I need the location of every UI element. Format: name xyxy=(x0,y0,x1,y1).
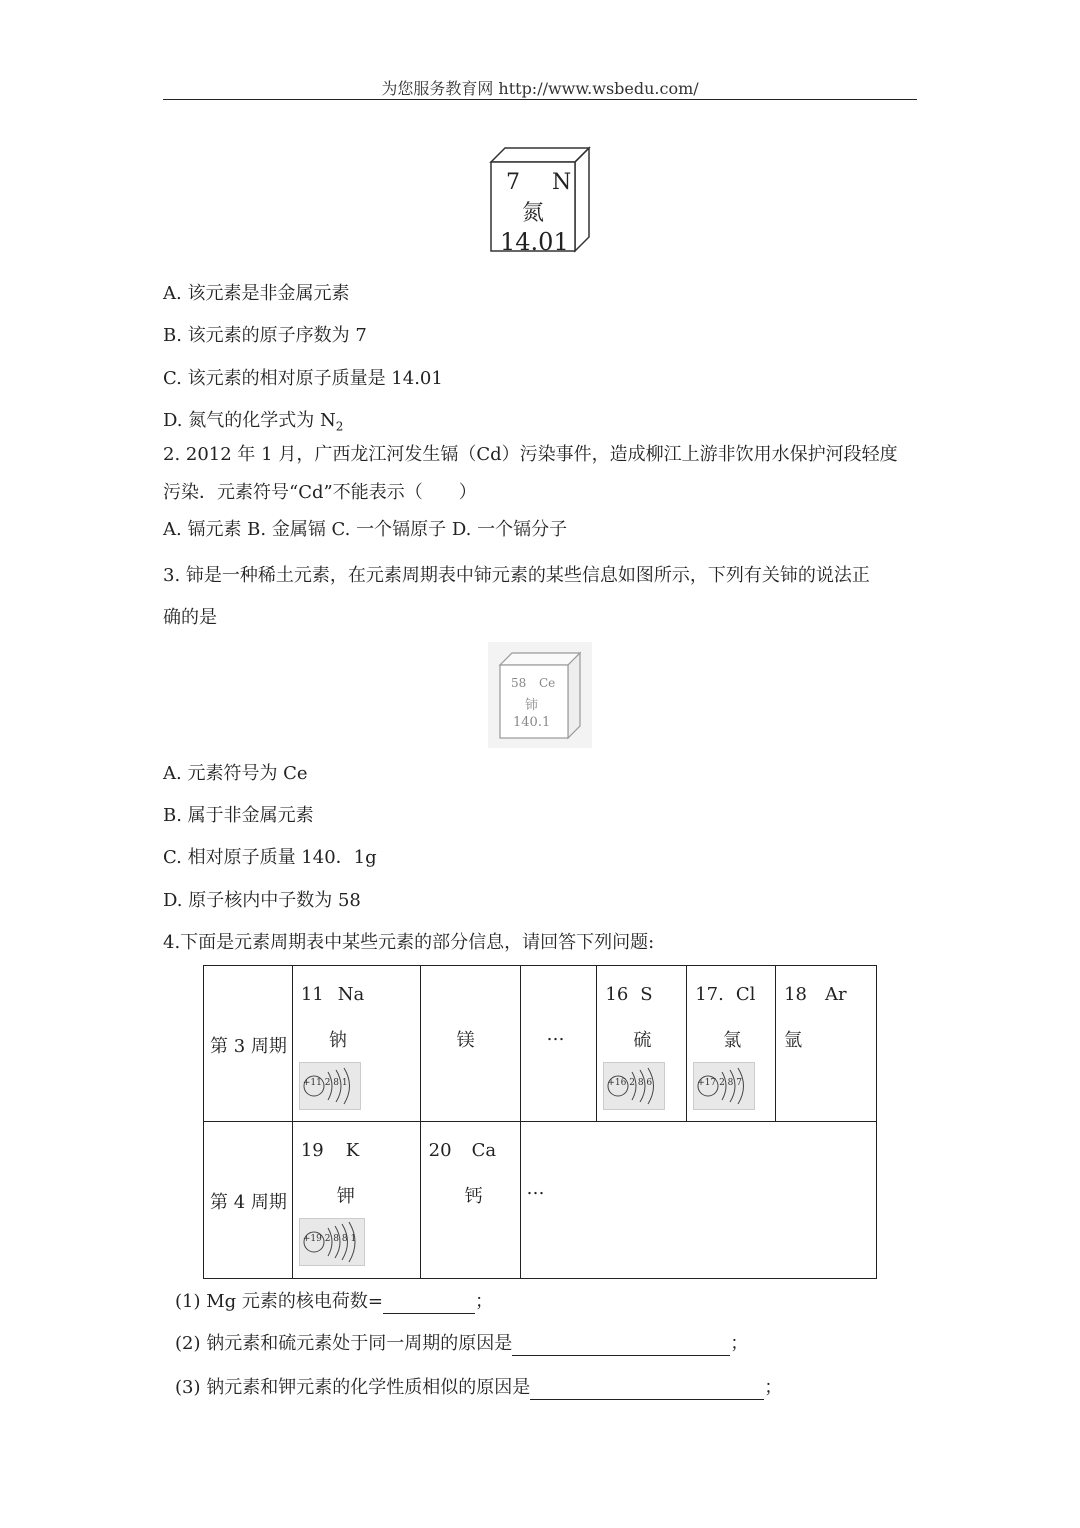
q3-option-b: B. 属于非金属元素 xyxy=(163,805,314,826)
ellipsis-period-4: … xyxy=(526,1178,545,1199)
page-header: 为您服务教育网 http://www.wsbedu.com/ xyxy=(381,79,699,98)
cell-calcium xyxy=(420,1122,520,1279)
row-label-period-3: 第 3 周期 xyxy=(204,966,293,1122)
sodium-name: 钠 xyxy=(328,1030,347,1051)
cell-period-4-remainder xyxy=(520,1122,877,1279)
q4-sub-2: (2) 钠元素和硫元素处于同一周期的原因是 ； xyxy=(175,1333,749,1354)
q1-option-d-subscript: 2 xyxy=(335,419,344,434)
argon-name: 氩 xyxy=(784,1030,803,1051)
cell-sulfur xyxy=(597,966,687,1122)
nitrogen-name: 氮 xyxy=(522,201,545,226)
q1-option-d xyxy=(163,409,343,439)
q3-option-a: A. 元素符号为 Ce xyxy=(163,763,308,784)
chlorine-name: 氯 xyxy=(723,1030,742,1051)
sodium-number: 11 Na xyxy=(300,984,365,1005)
chlorine-atom-diagram: +17 2 8 7 xyxy=(693,1062,755,1110)
q1-option-d-text: D. 氮气的化学式为 N xyxy=(163,410,336,431)
cell-argon xyxy=(776,966,877,1122)
nitrogen-symbol: N xyxy=(552,170,572,195)
cerium-symbol: Ce xyxy=(539,676,556,690)
cell-ellipsis-period-3: … xyxy=(520,966,597,1122)
cell-magnesium xyxy=(420,966,520,1122)
q1-option-a: A. 该元素是非金属元素 xyxy=(163,283,350,304)
nitrogen-number: 7 xyxy=(506,170,520,195)
q3-option-c: C. 相对原子质量 140．1g xyxy=(163,847,377,868)
header-divider xyxy=(163,99,917,100)
q3-option-d: D. 原子核内中子数为 58 xyxy=(163,890,361,911)
potassium-atom-diagram: +19 2 8 8 1 xyxy=(299,1218,365,1266)
q1-option-c: C. 该元素的相对原子质量是 14.01 xyxy=(163,368,443,389)
sulfur-number: 16 S xyxy=(605,984,653,1005)
q1-option-b: B. 该元素的原子序数为 7 xyxy=(163,325,367,346)
magnesium-name: 镁 xyxy=(456,1030,475,1051)
cerium-number: 58 xyxy=(511,676,527,690)
argon-number: 18 Ar xyxy=(784,984,847,1005)
potassium-number: 19 K xyxy=(300,1140,360,1161)
answer-blank-3[interactable] xyxy=(530,1379,764,1400)
q4-title: 4.下面是元素周期表中某些元素的部分信息，请回答下列问题: xyxy=(163,932,655,953)
row-label-period-4: 第 4 周期 xyxy=(204,1122,293,1279)
cell-chlorine xyxy=(687,966,776,1122)
answer-blank-1[interactable] xyxy=(383,1293,475,1314)
answer-blank-2[interactable] xyxy=(512,1335,730,1356)
potassium-name: 钾 xyxy=(336,1186,355,1207)
calcium-name: 钙 xyxy=(464,1186,483,1207)
q3-line-2: 确的是 xyxy=(163,607,217,628)
q2-line-1: 2. 2012 年 1 月，广西龙江河发生镉（Cd）污染事件，造成柳江上游非饮用水保护河段轻度 xyxy=(163,444,898,465)
cerium-name: 铈 xyxy=(525,698,539,713)
cell-potassium xyxy=(292,1122,420,1279)
q3-line-1: 3. 铈是一种稀土元素，在元素周期表中铈元素的某些信息如图所示，下列有关铈的说法正 xyxy=(163,565,870,586)
q4-sub-3: (3) 钠元素和钾元素的化学性质相似的原因是 ； xyxy=(175,1377,783,1398)
cell-sodium xyxy=(292,966,420,1122)
sodium-atom-diagram: +11 2 8 1 xyxy=(299,1062,361,1110)
q4-sub-1: (1) Mg 元素的核电荷数= ； xyxy=(175,1291,493,1312)
sulfur-atom-diagram: +16 2 8 6 xyxy=(603,1062,665,1110)
q2-line-2: 污染．元素符号“Cd”不能表示（ ） xyxy=(163,482,477,503)
calcium-number: 20 Ca xyxy=(428,1140,497,1161)
nitrogen-mass: 14.01 xyxy=(500,228,569,256)
q2-options: A. 镉元素 B. 金属镉 C. 一个镉原子 D. 一个镉分子 xyxy=(163,519,568,540)
cerium-mass: 140.1 xyxy=(513,715,551,730)
sulfur-name: 硫 xyxy=(633,1030,652,1051)
chlorine-number: 17. Cl xyxy=(695,984,756,1005)
periodic-table-excerpt xyxy=(203,965,877,1279)
